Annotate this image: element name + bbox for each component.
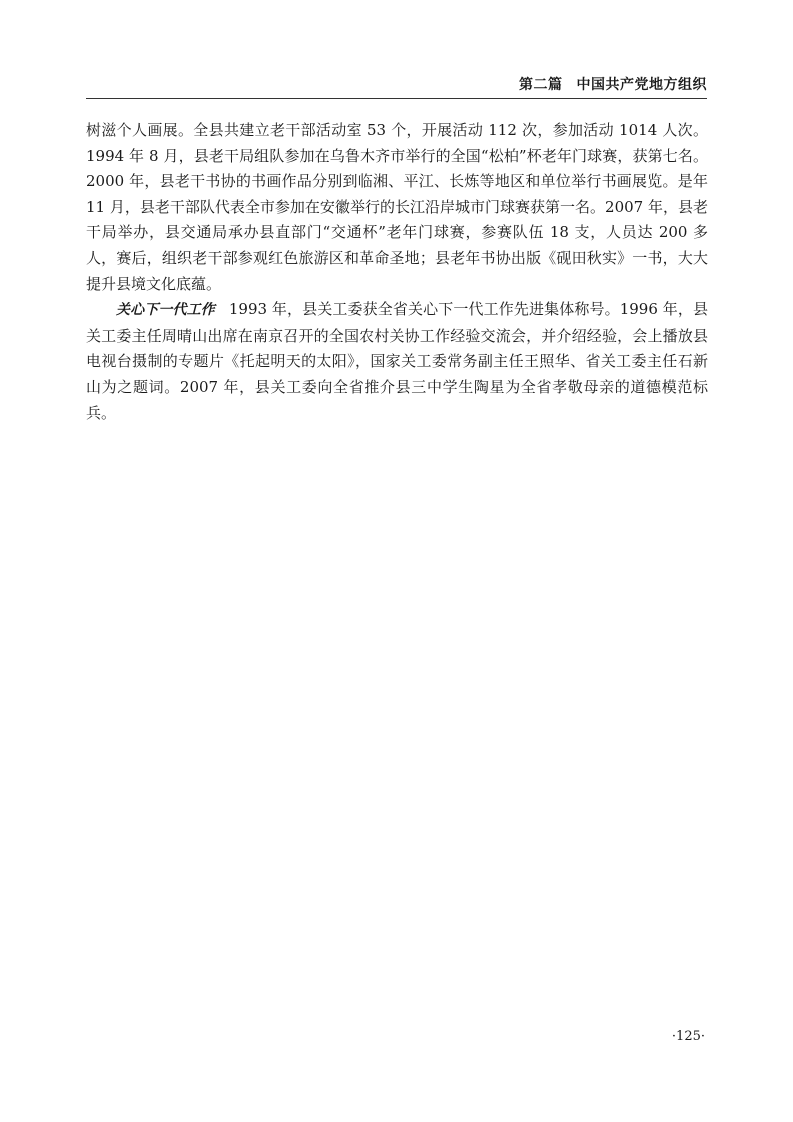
page-number: ·125· (671, 1029, 705, 1044)
section-heading: 关心下一代工作 (116, 302, 215, 319)
paragraph-2-text: 1993 年，县关工委获全省关心下一代工作先进集体称号。1996 年，县关工委主任周晴山出席在南京召开的全国农村关协工作经验交流会，并介绍经验，会上播放县电视台摄制的专题片《托起明天的太阳》，国家关工委常务副主任王照华、省关工委主任石新山为之题词。2007 年，县关工委向全省推介县三中学生陶星为全省孝敬母亲的道德模范标兵。 (86, 300, 709, 422)
paragraph-2 (86, 297, 708, 426)
header-title: 中国共产党地方组织 (576, 77, 707, 93)
header-text (519, 74, 707, 94)
header-part-label: 第二篇 (519, 77, 563, 93)
body-text (86, 118, 708, 426)
paragraph-1: 树滋个人画展。全县共建立老干部活动室 53 个，开展活动 112 次，参加活动 1014 人次。1994 年 8 月，县老干局组队参加在乌鲁木齐市举行的全国“松柏”杯老年门球赛，获第七名。2000 年，县老干书协的书画作品分别到临湘、平江、长炼等地区和单位举行书画展览。是年 11 月，县老干部队代表全市参加在安徽举行的长江沿岸城市门球赛获第一名。2007 年，县老干局举办，县交通局承办县直部门“交通杯”老年门球赛，参赛队伍 18 支，人员达 200 多人，赛后，组织老干部参观红色旅游区和革命圣地；县老年书协出版《砚田秋实》一书，大大提升县境文化底蕴。 (86, 121, 708, 293)
running-header (86, 72, 707, 99)
